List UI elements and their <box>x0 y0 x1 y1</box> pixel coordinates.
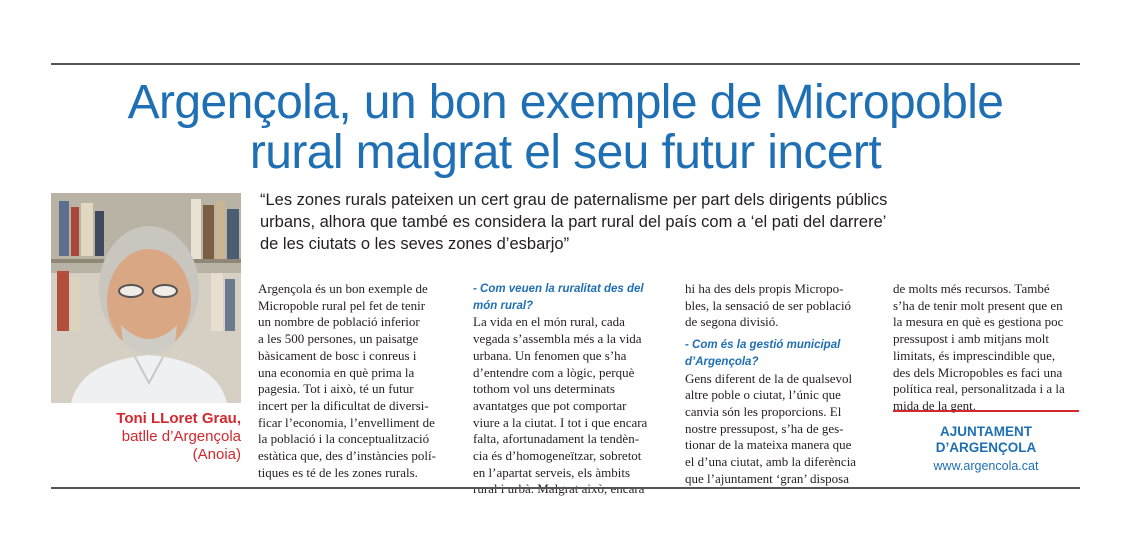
text-line: bles, la sensació de ser població <box>685 297 852 313</box>
text-line: un nombre de població inferior <box>258 314 420 330</box>
caption-role-line-1: batlle d’Argençola <box>121 428 241 445</box>
text-line: Argençola és un bon exemple de <box>258 281 428 296</box>
bottom-rule <box>51 487 1080 489</box>
text-line: Gens diferent de la de qualsevol <box>685 370 853 386</box>
text-line: limitats, és imprescindible que, <box>893 347 1056 363</box>
text-line: urbana. Un fenomen que s’ha <box>473 347 627 363</box>
text-line: que l’ajuntament ‘gran’ disposa <box>685 470 850 486</box>
headline <box>51 78 1080 178</box>
text-line: a les 500 persones, un paisatge <box>258 331 419 347</box>
text-line: La vida en el món rural, cada <box>473 314 625 330</box>
website-link[interactable]: www.argencola.cat <box>933 459 1039 473</box>
answer-paragraph-continued <box>893 281 1083 415</box>
ajuntament-logo <box>893 424 1079 475</box>
portrait-photo <box>51 193 241 403</box>
text-line: la mesura en què es gestiona poc <box>893 314 1064 330</box>
article-column-1 <box>258 281 448 481</box>
headline-line-2: rural malgrat el seu futur incert <box>249 126 882 179</box>
logo-divider <box>893 410 1079 412</box>
answer-paragraph-continued <box>685 281 885 331</box>
text-line: d’entendre com a lògic, perquè <box>473 364 635 380</box>
text-line: tionar de la mateixa manera que <box>685 437 852 453</box>
top-rule <box>51 63 1080 65</box>
logo-line-2: D’ARGENÇOLA <box>935 440 1037 455</box>
text-line: el d’una ciutat, amb la diferència <box>685 454 857 470</box>
interview-question-1: món rural? <box>473 299 534 312</box>
headline-line-1: Argençola, un bon exemple de Micropoble <box>127 76 1004 129</box>
intro-paragraph <box>258 281 448 481</box>
text-line: Micropoble rural pel fet de tenir <box>258 297 426 313</box>
quote-line: de les ciutats o les seves zones d’esbarjo” <box>260 235 570 253</box>
text-line: tiques es té de les zones rurals. <box>258 464 418 480</box>
interview-question-1: - Com veuen la ruralitat des del <box>473 283 644 295</box>
text-line: política real, personalitzada i a la <box>893 381 1065 397</box>
quote-line: urbans, alhora que també es considera la part rural del país com a ‘el pati del darrere’ <box>260 213 887 231</box>
text-line: en l’apartat serveis, els àmbits <box>473 464 631 480</box>
text-line: incert per la dificultat de diversi- <box>258 397 429 413</box>
quote-line: “Les zones rurals pateixen un cert grau de paternalisme per part dels dirigents públics <box>260 191 888 209</box>
pull-quote <box>260 189 1060 255</box>
text-line: falta, afortunadament la tendèn- <box>473 431 640 447</box>
text-line: s’ha de tenir molt present que en <box>893 297 1063 313</box>
text-line: rural i urbà. Malgrat això, encara <box>473 481 645 497</box>
logo-line-1: AJUNTAMENT <box>940 424 1032 439</box>
text-line: pressupost i amb mitjans molt <box>893 331 1049 347</box>
answer-paragraph <box>473 314 673 498</box>
caption-name: Toni LLoret Grau, <box>116 410 241 427</box>
text-line: hi ha des dels propis Micropo- <box>685 281 844 296</box>
answer-paragraph <box>685 371 885 488</box>
article-column-2 <box>473 281 673 498</box>
text-line: altre poble o ciutat, l’únic que <box>685 387 841 403</box>
text-line: viure a la ciutat. I tot i que encara <box>473 414 648 430</box>
text-line: de molts més recursos. També <box>893 281 1050 296</box>
text-line: una economia en què prima la <box>258 364 415 380</box>
interview-question-2: d’Argençola? <box>685 355 759 368</box>
text-line: pagesia. Tot i això, té un futur <box>258 381 414 397</box>
text-line: avantatges que pot comportar <box>473 397 627 413</box>
text-line: canvia són les proporcions. El <box>685 403 842 419</box>
text-line: ficar l’economia, l’envelliment de <box>258 414 435 430</box>
text-line: de segona divisió. <box>685 314 779 330</box>
portrait-illustration <box>51 193 241 403</box>
text-line: des dels Micropobles es faci una <box>893 364 1063 380</box>
text-line: nostre pressupost, s’ha de ges- <box>685 420 844 436</box>
article-column-4 <box>893 281 1083 415</box>
text-line: vegada s’assembla més a la vida <box>473 331 642 347</box>
text-line: la població i la conceptualització <box>258 431 430 447</box>
text-line: estàtica que, des d’instàncies polí- <box>258 448 436 464</box>
text-line: tothom vol uns determinats <box>473 381 615 397</box>
interview-question-2: - Com és la gestió municipal <box>685 339 841 352</box>
text-line: cia és d’homogeneïtzar, sobretot <box>473 448 642 464</box>
article-column-3 <box>685 281 885 487</box>
text-line: mida de la gent. <box>893 397 977 413</box>
photo-caption <box>51 410 241 464</box>
text-line: bàsicament de bosc i conreus i <box>258 347 417 363</box>
caption-role-line-2: (Anoia) <box>192 446 241 463</box>
